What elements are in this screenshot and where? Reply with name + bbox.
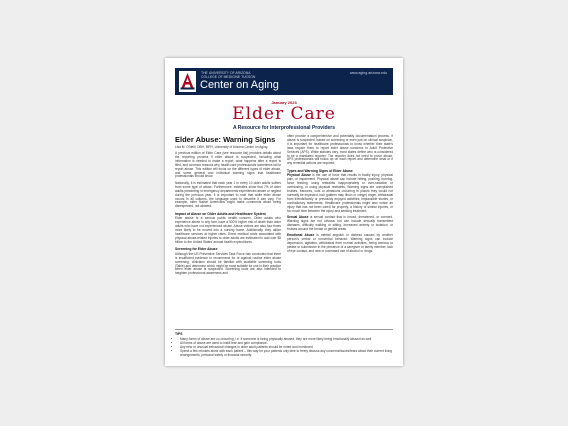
website-url: www.aging.arizona.edu	[349, 71, 387, 75]
tip-item: • All forms of abuse are used to instill fear and gain compliance.	[180, 341, 393, 345]
body-paragraph: Emotional Abuse is mental anguish or distress caused by another person's verbal or nonverbal behavior. Warning signs can include depression, agitation, withdrawal from normal activities, being anxious to please or submissive in the presence of a caregiver or family member, lack of eye contact, and new or increased use of alcohol or drugs.	[287, 233, 393, 253]
abuse-type-term: Physical Abuse	[287, 173, 311, 178]
tip-item: • Any new or unusual behavioral changes in older adult patients should be noted and monitored.	[180, 345, 393, 349]
tip-item: • Many forms of abuse are co-occurring, i.e. if someone is being physically abused, they are more likely being emotionally abused as well.	[180, 337, 393, 341]
header-banner	[175, 68, 393, 95]
left-column	[175, 135, 281, 279]
body-paragraph: Although the US Preventive Services Task Force has concluded that there is insufficient evidence to recommend for or against routine elder abuse screening, clinicians should be familiar with available screening tools (Table) and determine which might be most suitable for use in their practice when elder abuse is suspected. Screening tools are also intended to heighten professional awareness and	[175, 251, 281, 276]
tips-list	[175, 337, 393, 357]
abuse-type-term: Sexual Abuse	[287, 215, 309, 219]
tip-item: • Spend a few minutes alone with each patient – this way for your patients only time to freely discuss any concerns/issues/fears about their current living arrangements, personal safety or financial security.	[180, 349, 393, 357]
body-paragraph: Sexual Abuse is sexual contact that is forced, threatened, or coerced. Warning signs are not obvious but can include sexually transmitted diseases, difficulty walking or sitting, increased anxiety or isolation, or bruises around the breast or genital areas.	[287, 215, 393, 231]
issue-date: January 2023	[271, 100, 297, 105]
section-heading: Screening for Elder Abuse	[175, 247, 218, 252]
newsletter-title: Elder Care	[232, 104, 336, 124]
newsletter-page	[165, 58, 403, 366]
abuse-type-term: Emotional Abuse	[287, 233, 315, 238]
tips-heading: TIPS	[175, 332, 183, 336]
center-name: Center on Aging	[200, 79, 279, 91]
newsletter-subtitle: A Resource for Interprofessional Providers	[232, 125, 336, 131]
body-paragraph: Elder abuse is a serious public health concern. Older adults who experience abuse in any form have a 300% higher risk of death than older adults who have not experienced abuse. Abuse victims are also four times more likely to be moved into a nursing home. Additionally, they utilize healthcare services at higher rates. Direct medical costs associated with physical abuse-related injuries to older adults are estimated to add over $5 billion to the United States' annual health expenditures.	[175, 216, 281, 244]
university-logo	[179, 71, 196, 92]
body-paragraph: A previous edition of Elder Care (see resource list) provides details about the reporting process if elder abuse is suspected, including what information is needed to make a report, what happens after a report is filed, and common reasons why health care professionals sometimes fail to report abuse. This edition will focus on the different types of elder abuse, and some general and individual warning signs that healthcare professionals should know.	[175, 151, 281, 179]
article-title: Elder Abuse: Warning Signs	[175, 135, 276, 144]
section-heading: Types and Warning Signs of Elder Abuse	[287, 168, 353, 173]
tips-box	[175, 329, 393, 357]
institution-name: THE UNIVERSITY OF ARIZONA COLLEGE OF MEDICINE TUCSON	[201, 71, 256, 79]
body-paragraph: Physical Abuse is the use of force that results in bodily injury, physical pain, or impairment. Physical abuse can include hitting, pushing, burning, force feeding, using restraints inappropriately or over-sedation or overdosing, or using physical restraints. Warning signs are unexplained bruises, fractures, cuts or abrasions occurring in places they would not normally be expected, hair (pattern may flinch or cringe) anger, withdrawal from friends/family or previously enjoyed activities; implausible stories, or contradictory statements. Healthcare professionals might also notice an injury that has not been cared for properly, a history of similar injuries, or too much time between the injury and seeking treatment.	[287, 173, 393, 213]
section-heading: Impact of Abuse on Older Adults and Healthcare System	[175, 211, 266, 216]
article-byline: Lisa M. O'Neill, DBH, MPH, University of Arizona Center on Aging	[175, 145, 268, 149]
right-column	[287, 135, 393, 256]
body-paragraph: Nationally, it is estimated that each year 1 in every 10 older adults suffers from some type of abuse. Furthermore, estimates show that 7% of older adults presenting in emergency departments experienced abuse or neglect during the previous year. It is important to note that while elder abuse occurs in all cultures, the language used to describe it can vary. For example, older Native Americans might make comments about being disrespected, not allowed.	[175, 180, 281, 209]
body-paragraph: often provide a comprehensive and potentially documentation process. If abuse is suspected, based on screening or even just on clinical suspicion, it is important for healthcare professionals to know whether their state's laws require them to report elder abuse concerns to Adult Protective Services (APS). While statutes vary, most states define who is considered to be a mandated reporter. The reporter does not need to prove abuse. APS professionals will follow up on each report and determine what or if any remedial actions are required.	[287, 134, 393, 166]
